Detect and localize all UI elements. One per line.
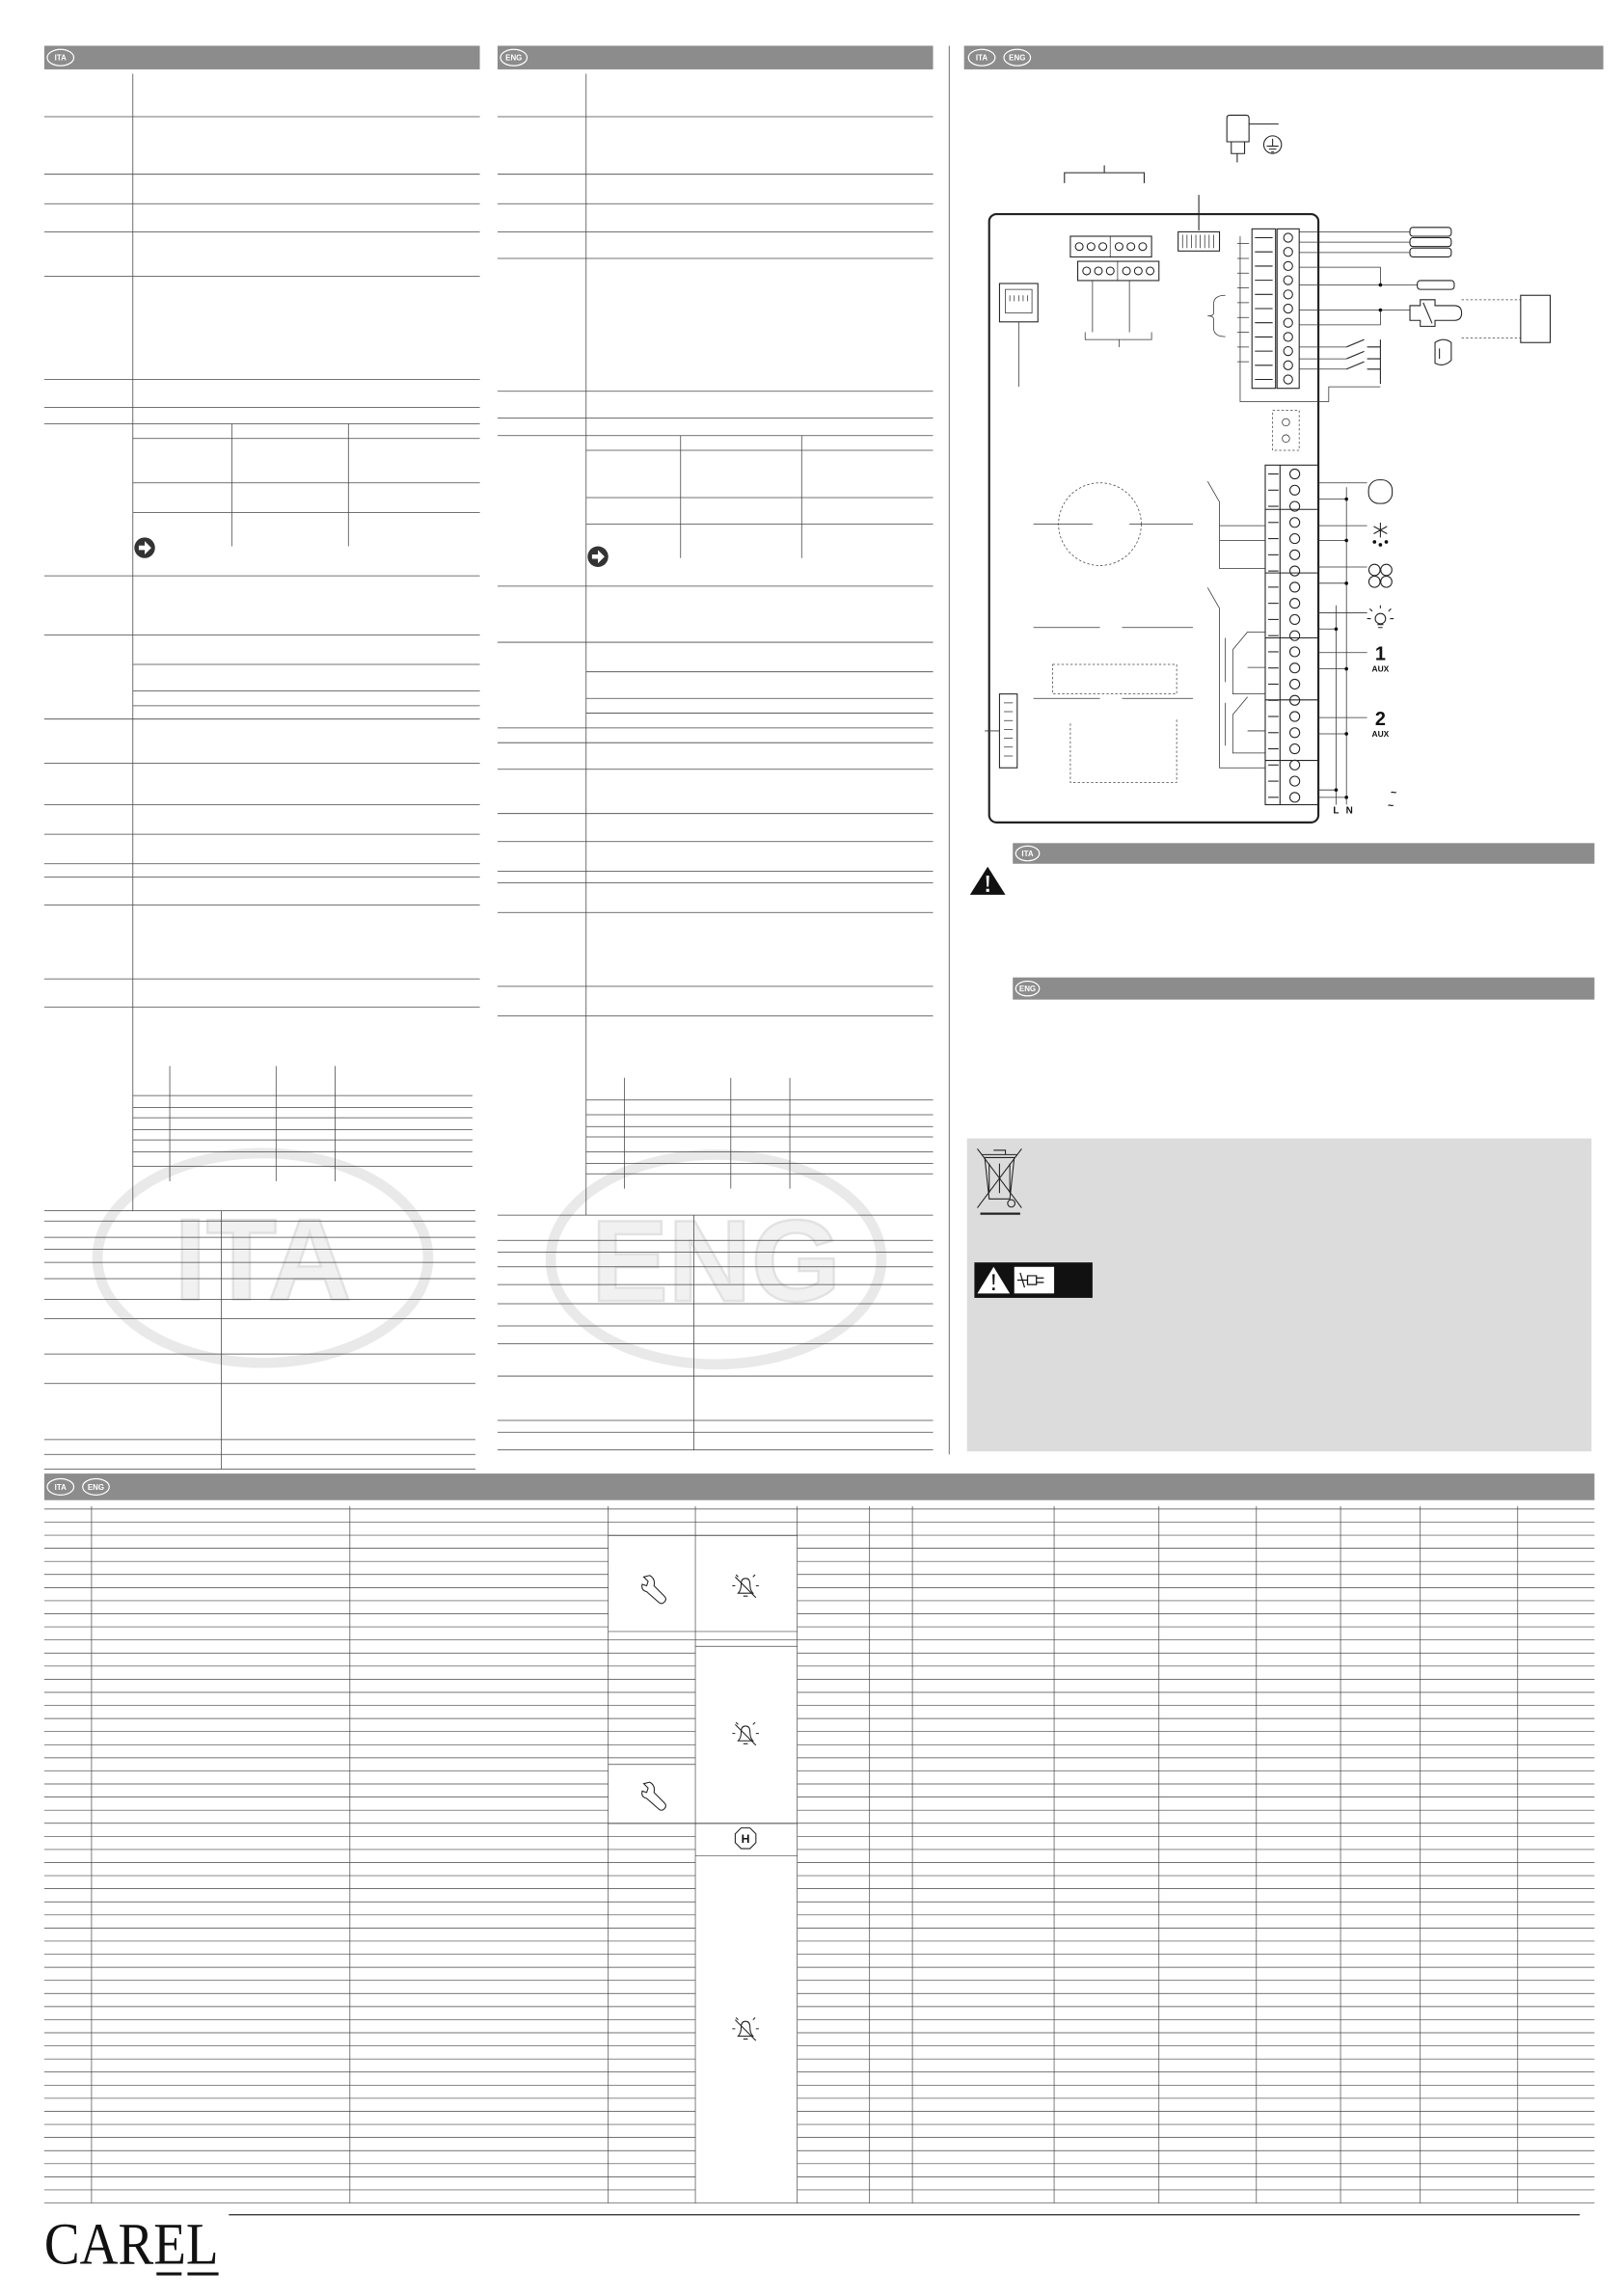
ita-warning-header	[1013, 843, 1594, 863]
parameter-table-header	[44, 1473, 1594, 1500]
diagram-section-header	[964, 45, 1604, 68]
defrost-drop	[1385, 540, 1389, 544]
eng-warning-badge-label: ENG	[1018, 984, 1037, 993]
ac-supply-symbol: ~	[1391, 787, 1397, 799]
eng-header-bar	[498, 45, 934, 68]
aux1-label: AUX	[1371, 663, 1390, 674]
ita-badge-label: ITA	[54, 53, 67, 63]
wire-junction-dot	[1344, 732, 1348, 736]
ita-warning-bar	[1013, 843, 1594, 863]
wire-junction-dot	[1344, 581, 1348, 585]
hold-icon-label: H	[741, 1831, 750, 1846]
disposal-info-panel	[967, 1139, 1592, 1452]
wire-junction-dot	[1344, 667, 1348, 671]
aux2-label: AUX	[1371, 729, 1390, 740]
eng-warning-header	[1013, 978, 1594, 1000]
ita-warning-badge-label: ITA	[1021, 849, 1034, 858]
brand-logo: CAREL	[43, 2211, 219, 2278]
wire-junction-dot	[1344, 539, 1348, 543]
diagram-header-bar	[964, 45, 1604, 68]
aux2-number: 2	[1374, 708, 1386, 730]
eng-watermark-text: ENG	[591, 1197, 841, 1326]
parameter-ita-badge-label: ITA	[54, 1482, 67, 1492]
wire-junction-dot	[1335, 788, 1339, 792]
ita-note-arrow-icon	[134, 537, 154, 557]
hazard-label-exclamation	[992, 1274, 994, 1290]
defrost-drop	[1372, 540, 1376, 544]
wire-junction-dot	[1379, 309, 1383, 312]
neutral-terminal-label: N	[1345, 805, 1353, 817]
electrical-hazard-label-icon	[974, 1262, 1092, 1298]
eng-note-arrow-icon	[587, 547, 608, 567]
eng-section-header	[498, 45, 934, 68]
diagram-ita-badge-label: ITA	[975, 53, 988, 63]
ita-watermark-text: ITA	[174, 1196, 352, 1325]
wire-junction-dot	[1379, 284, 1383, 287]
warning-exclamation	[987, 876, 989, 892]
diagram-eng-badge-label: ENG	[1009, 53, 1026, 63]
aux1-number: 1	[1374, 643, 1386, 665]
ac-supply-symbol: ~	[1387, 800, 1394, 813]
ita-header-bar	[44, 45, 480, 68]
eng-badge-label: ENG	[505, 53, 523, 63]
parameter-table-header-bar	[44, 1473, 1594, 1500]
parameter-eng-badge-label: ENG	[87, 1482, 105, 1492]
wire-junction-dot	[1335, 627, 1339, 631]
ita-section-header	[44, 45, 480, 68]
eng-warning-bar	[1013, 978, 1594, 1000]
wire-junction-dot	[1344, 796, 1348, 799]
wire-junction-dot	[1344, 498, 1348, 501]
line-terminal-label: L	[1333, 805, 1340, 817]
defrost-drop	[1379, 543, 1383, 547]
